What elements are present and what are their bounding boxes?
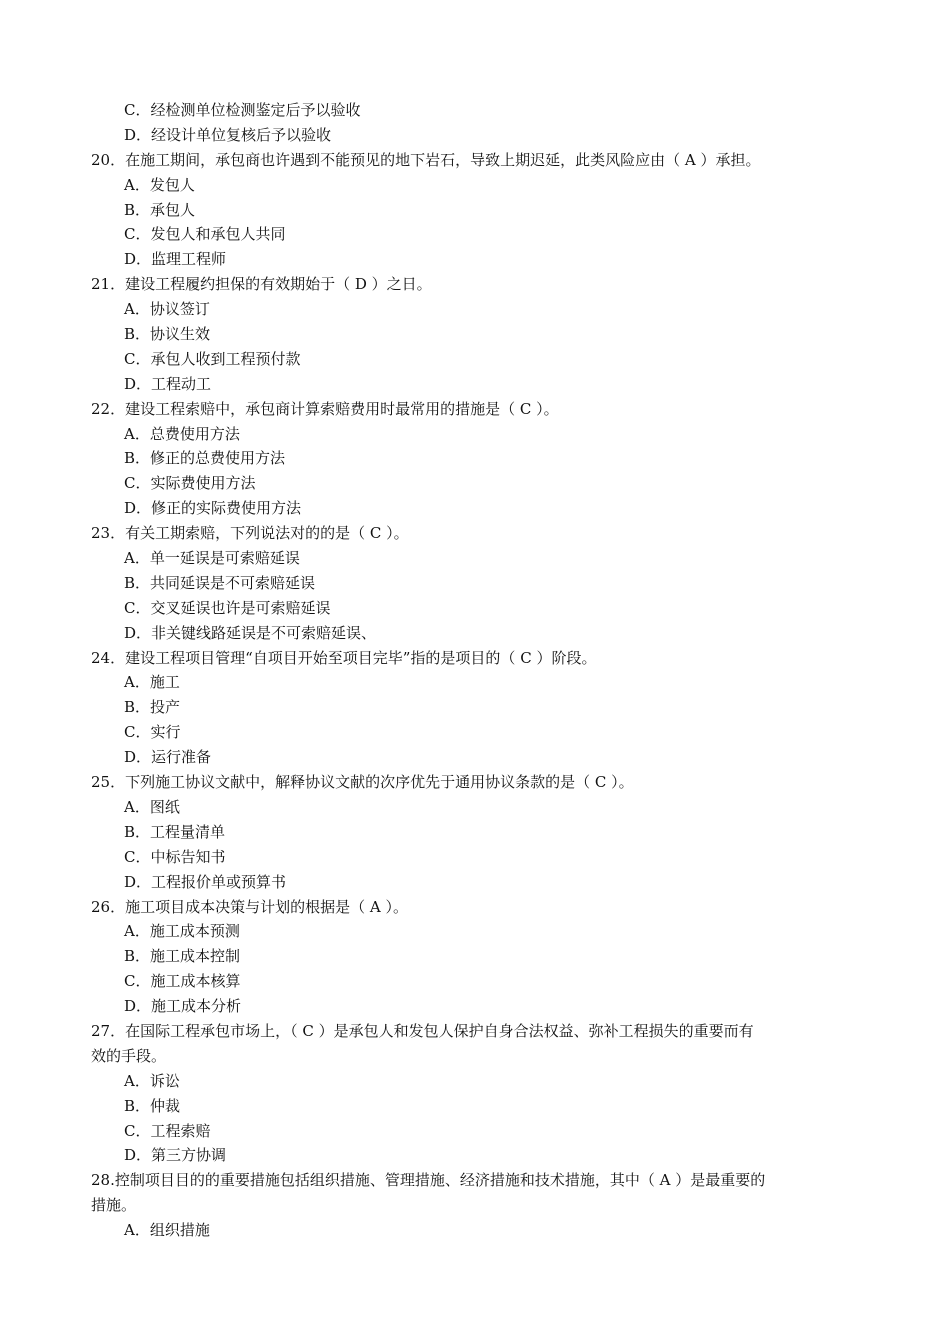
option-line: B．工程量清单	[124, 822, 226, 841]
option-line: B．仲裁	[124, 1096, 181, 1115]
option-line: D．经设计单位复核后予以验收	[124, 125, 332, 144]
option-line: D．修正的实际费使用方法	[124, 499, 302, 518]
question-line: 23．有关工期索赔，下列说法对的的是（ C ）。	[91, 524, 409, 543]
option-line: A．组织措施	[124, 1221, 210, 1240]
option-line: A．单一延误是可索赔延误	[124, 549, 300, 568]
option-line: C．经检测单位检测鉴定后予以验收	[124, 101, 361, 119]
option-line: C．施工成本核算	[124, 972, 241, 991]
question-line: 26．施工项目成本决策与计划的根据是（ A ）。	[91, 897, 408, 916]
option-line: D．工程报价单或预算书	[124, 872, 287, 891]
option-line: C．实行	[124, 723, 181, 742]
option-line: C．实际费使用方法	[124, 474, 256, 493]
option-line: B．承包人	[124, 200, 196, 219]
option-line: B．修正的总费使用方法	[124, 449, 286, 468]
option-line: A．图纸	[124, 797, 180, 816]
option-line: B．协议生效	[124, 325, 211, 344]
option-line: D．运行准备	[124, 748, 212, 767]
option-line: A．施工成本预测	[124, 922, 240, 941]
option-line: B．投产	[124, 698, 181, 717]
option-line: A．施工	[124, 673, 180, 692]
option-line: C．承包人收到工程预付款	[124, 349, 301, 368]
option-line: B．施工成本控制	[124, 947, 241, 966]
option-line: C．工程索赔	[124, 1121, 211, 1140]
option-line: D．第三方协调	[124, 1146, 227, 1165]
option-line: A．发包人	[124, 175, 195, 194]
option-line: A．总费使用方法	[124, 424, 240, 443]
question-line: 27．在国际工程承包市场上，（ C ）是承包人和发包人保护自身合法权益、弥补工程损失的重要而有	[91, 1021, 754, 1040]
document-page	[0, 98, 950, 1243]
question-line: 24．建设工程项目管理“自项目开始至项目完毕”指的是项目的（ C ）阶段。	[91, 648, 597, 667]
option-line: C．中标告知书	[124, 847, 226, 866]
option-line: C．发包人和承包人共同	[124, 225, 286, 244]
option-line: D．非关键线路延误是不可索赔延误、	[124, 623, 377, 642]
option-line: A．协议签订	[124, 300, 210, 319]
question-continuation-line: 效的手段。	[91, 1046, 167, 1065]
option-line: B．共同延误是不可索赔延误	[124, 573, 316, 592]
option-line: D．工程动工	[124, 374, 212, 393]
question-continuation-line: 措施。	[91, 1196, 137, 1215]
option-line: A．诉讼	[124, 1071, 180, 1090]
question-line: 28.控制项目目的的重要措施包括组织措施、管理措施、经济措施和技术措施，其中（ A ）是最重要的	[91, 1171, 766, 1190]
option-line: D．施工成本分析	[124, 997, 242, 1016]
question-line: 22．建设工程索赔中，承包商计算索赔费用时最常用的措施是（ C ）。	[91, 399, 559, 418]
option-line: C．交叉延误也许是可索赔延误	[124, 598, 331, 617]
question-line: 20．在施工期间，承包商也许遇到不能预见的地下岩石，导致上期迟延，此类风险应由（ A ）承担。	[91, 150, 761, 169]
option-line: D．监理工程师	[124, 250, 227, 269]
question-line: 21．建设工程履约担保的有效期始于（ D ）之日。	[91, 275, 432, 294]
question-line: 25．下列施工协议文献中，解释协议文献的次序优先于通用协议条款的是（ C ）。	[91, 773, 634, 792]
